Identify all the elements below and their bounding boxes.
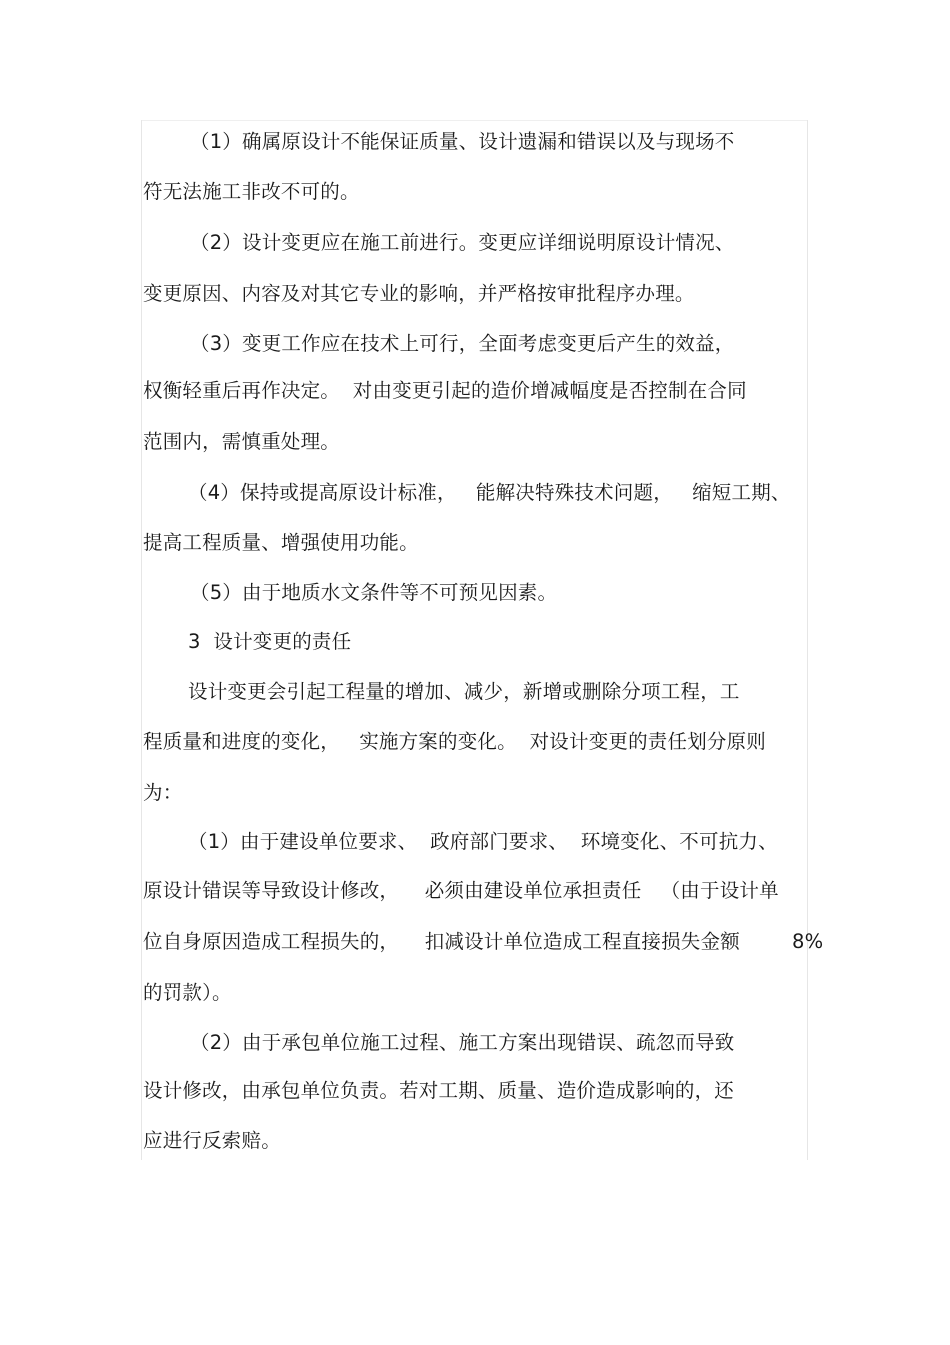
text-line: 权衡轻重后再作决定。 对由变更引起的造价增减幅度是否控制在合同 [143,379,747,402]
percent-value: 8% [792,930,824,953]
text-line: 符无法施工非改不可的。 [143,180,360,203]
text-line: 变更原因、内容及对其它专业的影响，并严格按审批程序办理。 [143,282,695,305]
text-line: （5）由于地质水文条件等不可预见因素。 [190,581,558,604]
text-line: 设计修改，由承包单位负责。若对工期、质量、造价造成影响的，还 [143,1079,735,1102]
text-line: 设计变更会引起工程量的增加、减少，新增或删除分项工程，工 [188,680,740,703]
page-frame-right [807,120,808,1160]
text-line: 原设计错误等导致设计修改， 必须由建设单位承担责任 （由于设计单 [143,879,779,902]
text-line: 程质量和进度的变化， 实施方案的变化。 对设计变更的责任划分原则 [143,730,766,753]
page-frame-left [141,120,142,1160]
section-heading: 3 设计变更的责任 [188,630,352,653]
text-line: 位自身原因造成工程损失的， 扣减设计单位造成工程直接损失金额 [143,930,740,953]
text-line: （2）由于承包单位施工过程、施工方案出现错误、疏忽而导致 [190,1031,735,1054]
text-line: （4）保持或提高原设计标准， 能解决特殊技术问题， 缩短工期、 [188,481,791,504]
text-line: （3）变更工作应在技术上可行，全面考虑变更后产生的效益， [190,332,735,355]
text-line: 提高工程质量、增强使用功能。 [143,531,419,554]
page-frame-top [141,120,808,121]
text-line: 范围内，需慎重处理。 [143,430,341,453]
text-line: （2）设计变更应在施工前进行。变更应详细说明原设计情况、 [190,231,735,254]
text-line: （1）确属原设计不能保证质量、设计遗漏和错误以及与现场不 [190,130,735,153]
text-line: （1）由于建设单位要求、 政府部门要求、 环境变化、不可抗力、 [188,830,778,853]
text-line: 的罚款）。 [143,981,232,1004]
text-line: 为： [143,781,183,804]
text-line: 应进行反索赔。 [143,1129,281,1152]
